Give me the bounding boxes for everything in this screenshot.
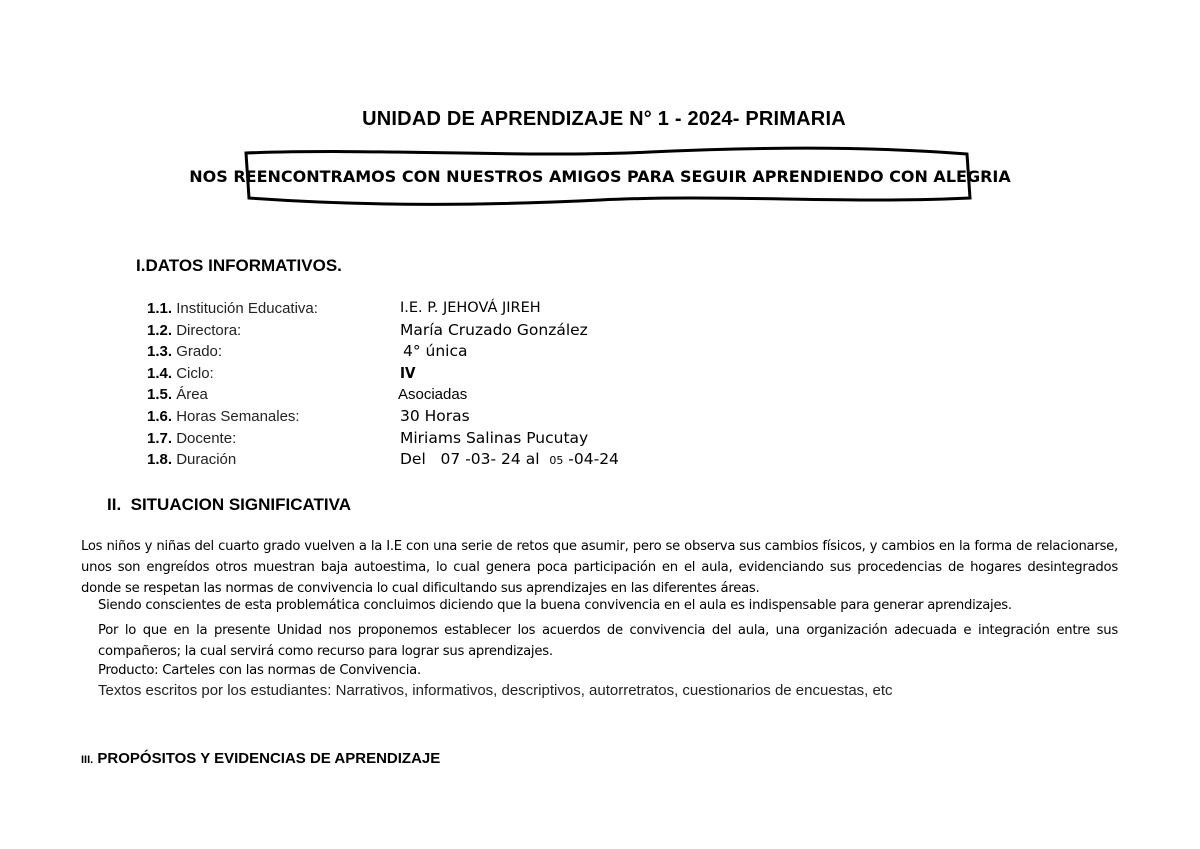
situacion-line: Producto: Carteles con las normas de Convivencia. [98, 663, 421, 678]
info-label: 1.5. Área [147, 386, 208, 404]
info-value-institucion: I.E. P. JEHOVÁ JIREH [400, 300, 541, 316]
info-row [147, 363, 767, 385]
situacion-paragraph: Los niños y niñas del cuarto grado vuelven a la I.E con una serie de retos que asumir, pero se observa sus cambios físicos, y cambios en la forma de relacionarse, unos son engreídos otros muestran baja autoestima, lo cual genera poca participación en el aula, evidenciando sus procedencias de hogares desintegrados donde se respetan las normas de convivencia lo cual dificultando sus aprendizajes en las diferentes áreas. [81, 539, 1118, 597]
situacion-line: Textos escritos por los estudiantes: Narrativos, informativos, descriptivos, autorretratos, cuestionarios de encuestas, etc [98, 682, 893, 699]
info-value-grado: 4° única [403, 342, 468, 361]
info-label: 1.4. Ciclo: [147, 364, 214, 382]
info-label: 1.8. Duración [147, 451, 237, 469]
info-value-ciclo: IV [400, 363, 416, 382]
info-row [147, 384, 767, 406]
document-subtitle: NOS REENCONTRAMOS CON NUESTROS AMIGOS PARA SEGUIR APRENDIENDO CON ALEGRIA [189, 167, 1011, 186]
document-title: UNIDAD DE APRENDIZAJE N° 1 - 2024- PRIMARIA [362, 108, 846, 130]
info-row [147, 449, 767, 471]
section-situacion-heading: II. SITUACION SIGNIFICATIVA [107, 495, 351, 514]
info-row [147, 406, 767, 428]
info-list [147, 298, 767, 471]
info-label: 1.6. Horas Semanales: [147, 407, 300, 425]
info-value-docente: Miriams Salinas Pucutay [400, 428, 589, 447]
info-row [147, 341, 767, 363]
subtitle-banner [0, 146, 1200, 208]
info-label: 1.2. Directora: [147, 321, 242, 339]
situacion-line: Por lo que en la presente Unidad nos proponemos establecer los acuerdos de convivencia del aula, una organización adecuada e integración entre sus compañeros; la cual servirá como recurso para lograr sus aprendizajes. [98, 623, 1118, 660]
info-value-directora: María Cruzado González [400, 320, 588, 339]
section-datos-informativos-heading: I.DATOS INFORMATIVOS. [136, 256, 342, 275]
info-row [147, 428, 767, 450]
info-value-horas: 30 Horas [400, 406, 470, 425]
info-row [147, 320, 767, 342]
situacion-line: Siendo conscientes de esta problemática concluimos diciendo que la buena convivencia en el aula es indispensable para generar aprendizajes. [98, 598, 1012, 613]
info-label: 1.3. Grado: [147, 343, 223, 361]
info-value-duracion: Del 07 -03- 24 al 05 -04-24 [400, 450, 619, 469]
info-label: 1.1. Institución Educativa: [147, 300, 318, 317]
section-propositos-heading: III. PROPÓSITOS Y EVIDENCIAS DE APRENDIZAJE [81, 750, 441, 767]
info-label: 1.7. Docente: [147, 429, 237, 447]
info-row [147, 298, 767, 320]
info-value-area: Asociadas [398, 386, 468, 404]
